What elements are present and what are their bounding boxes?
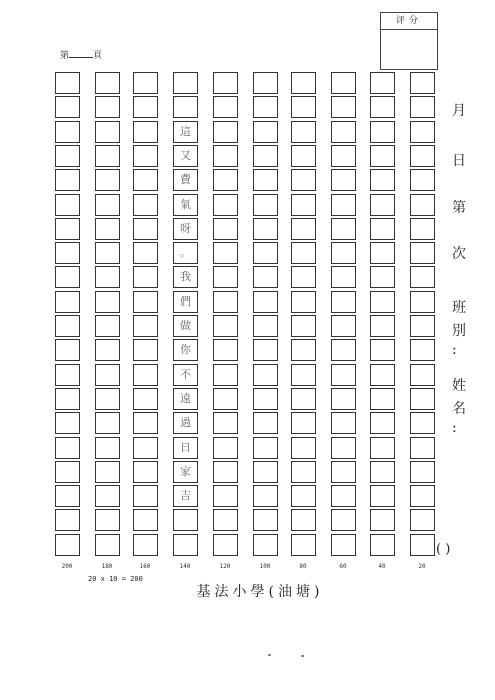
- grid-cell[interactable]: [291, 534, 316, 556]
- side-label: 第: [452, 200, 466, 216]
- grid-cell[interactable]: [133, 145, 158, 167]
- grid-cell[interactable]: [370, 145, 395, 167]
- grid-cell[interactable]: [213, 388, 238, 410]
- grid-cell[interactable]: [55, 534, 80, 556]
- grid-cell[interactable]: 我: [173, 266, 198, 288]
- grid-cell[interactable]: [133, 388, 158, 410]
- grid-cell[interactable]: [253, 509, 278, 531]
- grid-cell[interactable]: [291, 388, 316, 410]
- grid-cell[interactable]: [133, 266, 158, 288]
- grid-cell[interactable]: [370, 315, 395, 337]
- grid-cell[interactable]: [291, 194, 316, 216]
- grid-cell[interactable]: [410, 72, 435, 94]
- grid-cell[interactable]: [55, 121, 80, 143]
- grid-cell[interactable]: [133, 339, 158, 361]
- score-label: 评分: [381, 13, 437, 30]
- school-name: 基法小學(油塘): [196, 584, 324, 600]
- scale-label: 140: [179, 563, 191, 570]
- grid-cell[interactable]: [253, 315, 278, 337]
- grid-cell[interactable]: [133, 364, 158, 386]
- scale-label: 120: [219, 563, 231, 570]
- grid-cell[interactable]: [55, 437, 80, 459]
- scale-label: 100: [259, 563, 271, 570]
- grid-cell[interactable]: [291, 437, 316, 459]
- grid-cell[interactable]: 費: [173, 169, 198, 191]
- side-label: 月: [452, 103, 466, 119]
- grid-cell[interactable]: [55, 169, 80, 191]
- grid-cell[interactable]: [331, 218, 356, 240]
- grid-cell[interactable]: [410, 291, 435, 313]
- page-number-blank[interactable]: [69, 48, 93, 58]
- grid-cell[interactable]: [213, 315, 238, 337]
- grid-cell[interactable]: [410, 509, 435, 531]
- grid-cell[interactable]: [410, 266, 435, 288]
- grid-cell[interactable]: [291, 169, 316, 191]
- side-label: 別: [452, 323, 466, 339]
- grid-cell[interactable]: [331, 72, 356, 94]
- grid-cell[interactable]: [331, 169, 356, 191]
- grid-cell[interactable]: [331, 485, 356, 507]
- grid-cell[interactable]: [213, 194, 238, 216]
- grid-cell[interactable]: [55, 339, 80, 361]
- grid-cell[interactable]: [410, 315, 435, 337]
- grid-cell[interactable]: [370, 266, 395, 288]
- grid-cell[interactable]: [331, 437, 356, 459]
- grid-cell[interactable]: [410, 339, 435, 361]
- grid-cell[interactable]: [331, 315, 356, 337]
- grid-cell[interactable]: [173, 509, 198, 531]
- scale-label: 200: [61, 563, 73, 570]
- side-label: 次: [452, 246, 466, 262]
- grid-cell[interactable]: [95, 412, 120, 434]
- grid-cell[interactable]: 。: [173, 242, 198, 264]
- grid-cell[interactable]: [291, 509, 316, 531]
- grid-cell[interactable]: [253, 218, 278, 240]
- scale-label: 180: [101, 563, 113, 570]
- grid-cell[interactable]: [95, 72, 120, 94]
- page-number: [60, 48, 102, 61]
- grid-cell[interactable]: [95, 169, 120, 191]
- grid-cell[interactable]: 又: [173, 145, 198, 167]
- grid-cell[interactable]: [370, 291, 395, 313]
- grid-cell[interactable]: [291, 412, 316, 434]
- grid-cell[interactable]: [291, 242, 316, 264]
- grid-cell[interactable]: [133, 169, 158, 191]
- grid-cell[interactable]: [173, 72, 198, 94]
- grid-cell[interactable]: [95, 339, 120, 361]
- scale-label: 60: [339, 563, 347, 570]
- grid-cell[interactable]: [95, 461, 120, 483]
- grid-cell[interactable]: [253, 169, 278, 191]
- grid-cell[interactable]: [133, 194, 158, 216]
- scan-speck: [268, 654, 271, 656]
- grid-cell[interactable]: [253, 534, 278, 556]
- grid-cell[interactable]: [213, 461, 238, 483]
- grid-cell[interactable]: [253, 242, 278, 264]
- grid-cell[interactable]: [213, 96, 238, 118]
- grade-paren[interactable]: ( ): [436, 542, 451, 557]
- grid-cell[interactable]: [55, 364, 80, 386]
- grid-cell[interactable]: [331, 121, 356, 143]
- grid-cell[interactable]: 不: [173, 364, 198, 386]
- grid-cell[interactable]: [213, 145, 238, 167]
- grid-cell[interactable]: 你: [173, 339, 198, 361]
- scale-label: 40: [378, 563, 386, 570]
- grid-cell[interactable]: [331, 412, 356, 434]
- grid-cell[interactable]: [213, 534, 238, 556]
- grid-cell[interactable]: [213, 218, 238, 240]
- grid-cell[interactable]: 遠: [173, 388, 198, 410]
- scale-label: 80: [299, 563, 307, 570]
- grid-cell[interactable]: [55, 485, 80, 507]
- grid-cell[interactable]: [331, 364, 356, 386]
- grid-cell[interactable]: [133, 291, 158, 313]
- grid-cell[interactable]: [133, 412, 158, 434]
- grid-cell[interactable]: [253, 388, 278, 410]
- grid-cell[interactable]: [410, 534, 435, 556]
- side-label: 姓: [452, 378, 466, 394]
- grid-cell[interactable]: [133, 461, 158, 483]
- grid-cell[interactable]: [95, 266, 120, 288]
- grid-cell[interactable]: [370, 461, 395, 483]
- scale-label: 160: [139, 563, 151, 570]
- grid-cell[interactable]: [95, 437, 120, 459]
- grid-cell[interactable]: 日: [173, 437, 198, 459]
- grid-cell[interactable]: [133, 121, 158, 143]
- grid-cell[interactable]: [173, 534, 198, 556]
- grid-cell[interactable]: [95, 96, 120, 118]
- grid-cell[interactable]: [95, 194, 120, 216]
- grid-cell[interactable]: [370, 437, 395, 459]
- grid-cell[interactable]: [410, 218, 435, 240]
- grid-cell[interactable]: [253, 194, 278, 216]
- grid-cell[interactable]: [213, 412, 238, 434]
- grid-cell[interactable]: [253, 364, 278, 386]
- grid-cell[interactable]: [95, 242, 120, 264]
- grid-formula: 20 x 10 = 200: [88, 575, 143, 583]
- grid-cell[interactable]: [95, 364, 120, 386]
- grid-cell[interactable]: [213, 121, 238, 143]
- grid-cell[interactable]: [410, 364, 435, 386]
- grid-cell[interactable]: [213, 364, 238, 386]
- grid-cell[interactable]: [410, 169, 435, 191]
- grid-cell[interactable]: [55, 145, 80, 167]
- grid-cell[interactable]: [55, 96, 80, 118]
- grid-cell[interactable]: [95, 388, 120, 410]
- grid-cell[interactable]: [253, 412, 278, 434]
- grid-cell[interactable]: [253, 121, 278, 143]
- grid-cell[interactable]: [213, 509, 238, 531]
- grid-cell[interactable]: [253, 145, 278, 167]
- grid-cell[interactable]: [331, 509, 356, 531]
- grid-cell[interactable]: [370, 364, 395, 386]
- grid-cell[interactable]: [55, 412, 80, 434]
- grid-cell[interactable]: [331, 388, 356, 410]
- grid-cell[interactable]: [410, 461, 435, 483]
- grid-cell[interactable]: [370, 388, 395, 410]
- grid-cell[interactable]: [95, 509, 120, 531]
- grid-cell[interactable]: [331, 96, 356, 118]
- grid-cell[interactable]: [370, 534, 395, 556]
- grid-cell[interactable]: [331, 145, 356, 167]
- grid-cell[interactable]: [213, 266, 238, 288]
- grid-cell[interactable]: 家: [173, 461, 198, 483]
- grid-cell[interactable]: [55, 218, 80, 240]
- grid-cell[interactable]: [213, 169, 238, 191]
- side-label: :: [452, 342, 457, 358]
- grid-cell[interactable]: [291, 218, 316, 240]
- grid-cell[interactable]: [370, 485, 395, 507]
- grid-cell[interactable]: [331, 291, 356, 313]
- grid-cell[interactable]: [410, 145, 435, 167]
- grid-cell[interactable]: [410, 242, 435, 264]
- grid-cell[interactable]: [291, 266, 316, 288]
- grid-cell[interactable]: [133, 509, 158, 531]
- grid-cell[interactable]: [370, 412, 395, 434]
- side-label: :: [452, 420, 457, 436]
- side-label: 日: [452, 153, 466, 169]
- grid-cell[interactable]: [370, 339, 395, 361]
- grid-cell[interactable]: [253, 437, 278, 459]
- grid-cell[interactable]: 呀: [173, 218, 198, 240]
- grid-cell[interactable]: [410, 96, 435, 118]
- grid-cell[interactable]: [253, 96, 278, 118]
- score-box[interactable]: [380, 12, 438, 70]
- grid-cell[interactable]: [370, 194, 395, 216]
- grid-cell[interactable]: [253, 485, 278, 507]
- grid-cell[interactable]: [95, 315, 120, 337]
- grid-cell[interactable]: [331, 194, 356, 216]
- grid-cell[interactable]: [133, 242, 158, 264]
- grid-cell[interactable]: 吉: [173, 485, 198, 507]
- grid-cell[interactable]: [370, 218, 395, 240]
- grid-cell[interactable]: [55, 291, 80, 313]
- grid-cell[interactable]: [95, 145, 120, 167]
- grid-cell[interactable]: [55, 242, 80, 264]
- grid-cell[interactable]: [410, 121, 435, 143]
- grid-cell[interactable]: [55, 509, 80, 531]
- grid-cell[interactable]: [55, 194, 80, 216]
- grid-cell[interactable]: [213, 339, 238, 361]
- grid-cell[interactable]: [213, 72, 238, 94]
- grid-cell[interactable]: [133, 315, 158, 337]
- grid-cell[interactable]: [253, 291, 278, 313]
- grid-cell[interactable]: 氣: [173, 194, 198, 216]
- grid-cell[interactable]: [55, 461, 80, 483]
- grid-cell[interactable]: [291, 364, 316, 386]
- grid-cell[interactable]: [95, 291, 120, 313]
- grid-cell[interactable]: [291, 96, 316, 118]
- grid-cell[interactable]: [291, 315, 316, 337]
- grid-cell[interactable]: 這: [173, 121, 198, 143]
- grid-cell[interactable]: [95, 485, 120, 507]
- grid-cell[interactable]: [253, 72, 278, 94]
- grid-cell[interactable]: [55, 72, 80, 94]
- grid-cell[interactable]: [253, 339, 278, 361]
- grid-cell[interactable]: [370, 509, 395, 531]
- grid-cell[interactable]: [410, 437, 435, 459]
- grid-cell[interactable]: [55, 388, 80, 410]
- writing-grid: [55, 72, 435, 562]
- grid-cell[interactable]: [95, 218, 120, 240]
- grid-cell[interactable]: 們: [173, 291, 198, 313]
- grid-cell[interactable]: [213, 242, 238, 264]
- side-label: 班: [452, 300, 466, 316]
- page-number-suffix: 頁: [93, 51, 103, 61]
- grid-cell[interactable]: [55, 266, 80, 288]
- page-number-prefix: 第: [60, 51, 70, 61]
- grid-cell[interactable]: [213, 437, 238, 459]
- grid-cell[interactable]: [331, 534, 356, 556]
- scan-speck: [301, 655, 304, 657]
- grid-cell[interactable]: [133, 218, 158, 240]
- grid-cell[interactable]: [291, 291, 316, 313]
- grid-cell[interactable]: [95, 534, 120, 556]
- grid-cell[interactable]: [331, 242, 356, 264]
- grid-cell[interactable]: [253, 266, 278, 288]
- grid-cell[interactable]: [291, 121, 316, 143]
- grid-cell[interactable]: [410, 388, 435, 410]
- grid-cell[interactable]: [410, 485, 435, 507]
- grid-cell[interactable]: [291, 461, 316, 483]
- grid-cell[interactable]: [370, 72, 395, 94]
- grid-cell[interactable]: [133, 437, 158, 459]
- grid-cell[interactable]: [291, 485, 316, 507]
- grid-cell[interactable]: [173, 96, 198, 118]
- grid-cell[interactable]: [370, 169, 395, 191]
- grid-cell[interactable]: [55, 315, 80, 337]
- grid-cell[interactable]: [331, 339, 356, 361]
- grid-cell[interactable]: [291, 145, 316, 167]
- grid-cell[interactable]: [133, 96, 158, 118]
- grid-cell[interactable]: [370, 96, 395, 118]
- grid-cell[interactable]: [410, 194, 435, 216]
- scale-label: 20: [418, 563, 426, 570]
- grid-cell[interactable]: [95, 121, 120, 143]
- grid-cell[interactable]: 過: [173, 412, 198, 434]
- side-label: 名: [452, 401, 466, 417]
- grid-cell[interactable]: [291, 339, 316, 361]
- grid-cell[interactable]: [331, 266, 356, 288]
- grid-cell[interactable]: [370, 121, 395, 143]
- grid-cell[interactable]: [213, 485, 238, 507]
- grid-cell[interactable]: [291, 72, 316, 94]
- grid-cell[interactable]: [331, 461, 356, 483]
- grid-cell[interactable]: [213, 291, 238, 313]
- grid-cell[interactable]: [133, 72, 158, 94]
- grid-cell[interactable]: 做: [173, 315, 198, 337]
- grid-cell[interactable]: [410, 412, 435, 434]
- grid-cell[interactable]: [133, 485, 158, 507]
- grid-cell[interactable]: [253, 461, 278, 483]
- grid-cell[interactable]: [370, 242, 395, 264]
- grid-cell[interactable]: [133, 534, 158, 556]
